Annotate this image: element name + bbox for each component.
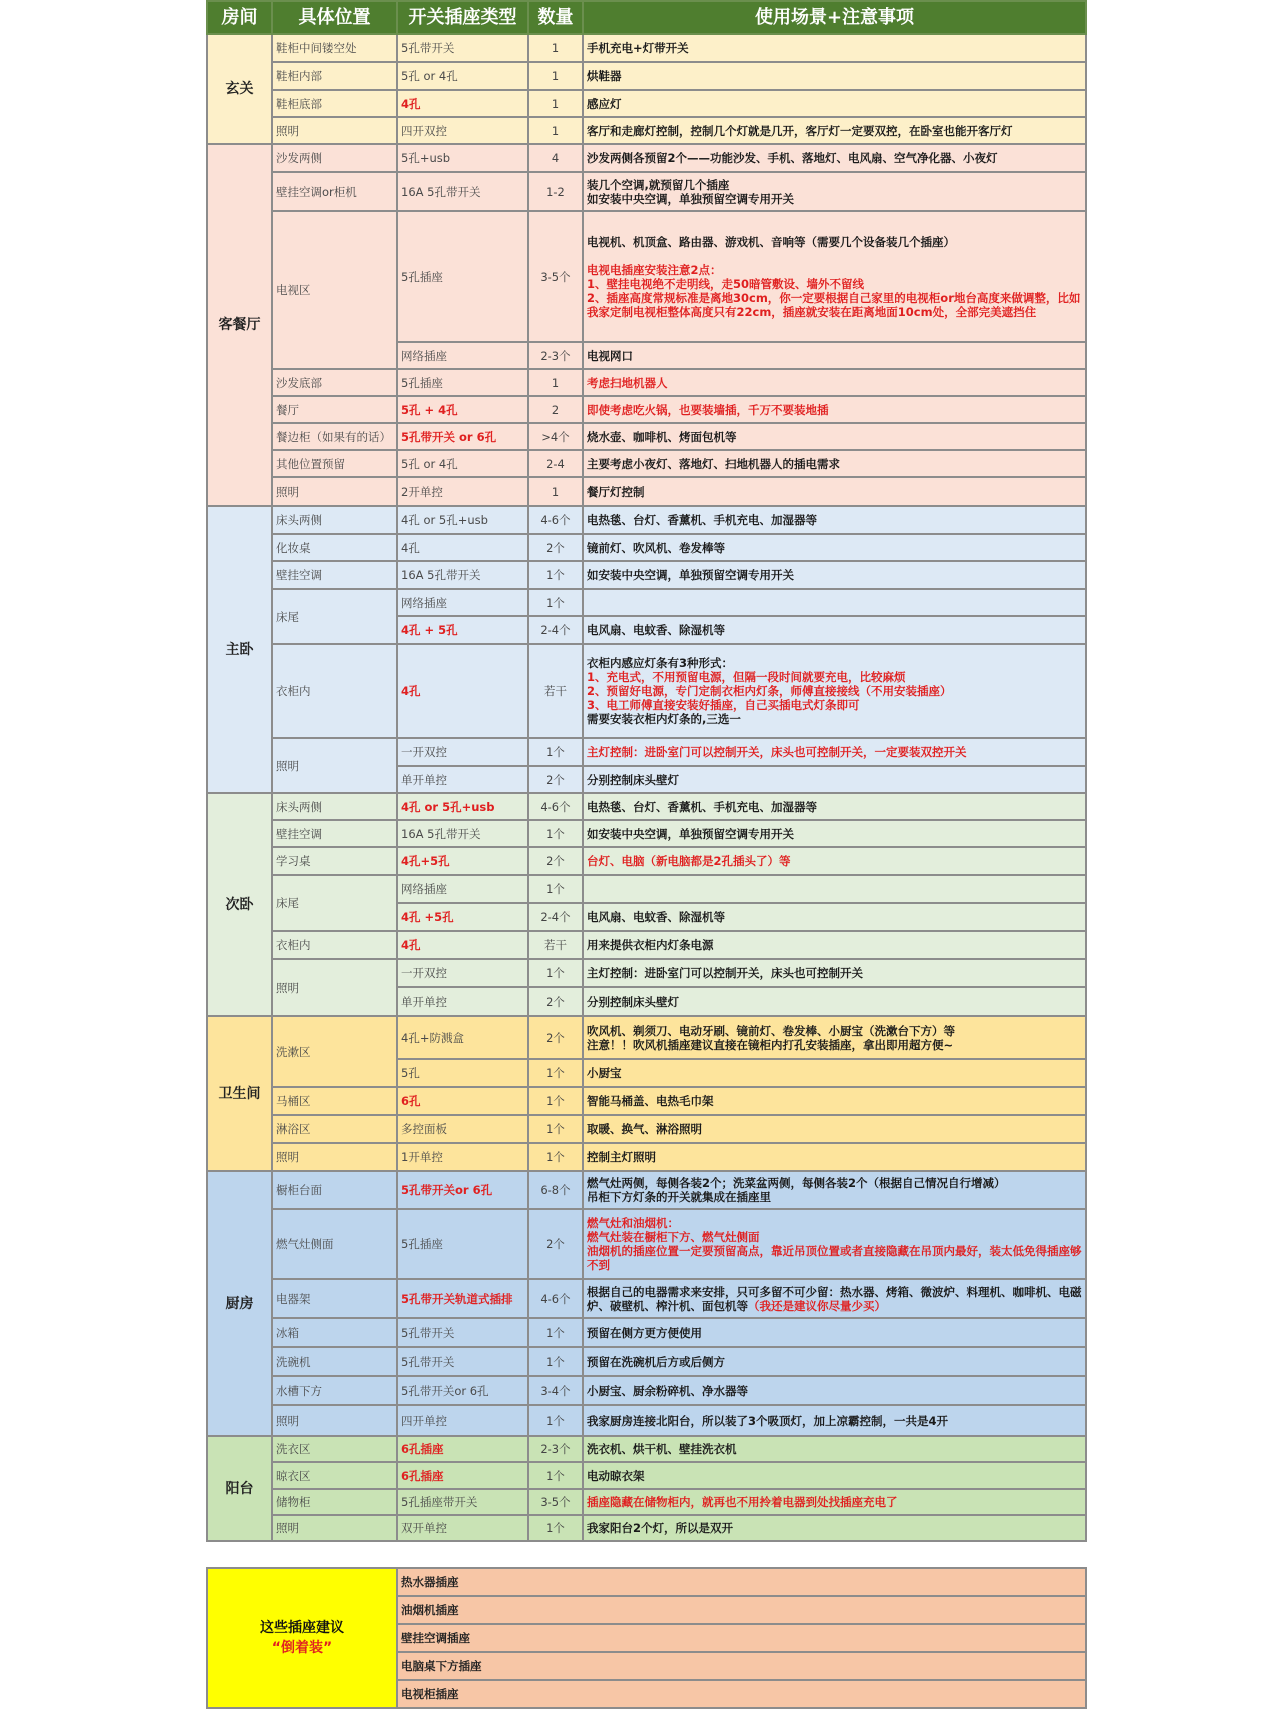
location-cell: 衣柜内 — [272, 931, 397, 959]
quantity-cell: 1个 — [528, 589, 583, 616]
quantity-cell: >4个 — [528, 423, 583, 450]
note-text: 主灯控制：进卧室门可以控制开关，床头也可控制开关 — [587, 966, 863, 980]
socket-type-cell: 网络插座 — [397, 589, 528, 616]
quantity-cell: 1个 — [528, 1515, 583, 1541]
notes-cell — [583, 396, 1086, 423]
table-row — [207, 793, 1086, 820]
socket-type-cell: 4孔 — [397, 644, 528, 738]
location-cell: 鞋柜底部 — [272, 90, 397, 117]
socket-type-cell: 4孔 — [397, 931, 528, 959]
quantity-cell: 2个 — [528, 534, 583, 561]
table-row — [207, 959, 1086, 987]
notes-cell — [583, 1347, 1086, 1376]
socket-type-cell: 四开单控 — [397, 1405, 528, 1436]
note-text: 电视机、机顶盒、路由器、游戏机、音响等（需要几个设备装几个插座） — [587, 234, 955, 249]
note-text: 餐厅灯控制 — [587, 484, 645, 499]
table-row — [207, 1087, 1086, 1115]
socket-type-cell: 4孔+防溅盒 — [397, 1016, 528, 1059]
note-text: 电风扇、电蚊香、除湿机等 — [587, 623, 725, 637]
note-text: 预留在洗碗机后方或后侧方 — [587, 1354, 725, 1369]
note-text: 吊柜下方灯条的开关就集成在插座里 — [587, 1190, 771, 1204]
note-text: 用来提供衣柜内灯条电源 — [587, 938, 714, 952]
spacer-row — [207, 1541, 1086, 1568]
socket-type-cell: 4孔 + 5孔 — [397, 616, 528, 644]
notes-cell — [583, 847, 1086, 875]
quantity-cell: 1个 — [528, 1405, 583, 1436]
quantity-cell: 1个 — [528, 1115, 583, 1143]
location-cell: 其他位置预留 — [272, 450, 397, 477]
socket-type-cell: 5孔带开关 — [397, 1318, 528, 1347]
note-text: 烧水壶、咖啡机、烤面包机等 — [587, 429, 737, 444]
location-cell: 壁挂空调 — [272, 820, 397, 847]
table-row — [207, 589, 1086, 616]
socket-type-cell: 一开双控 — [397, 959, 528, 987]
notes-cell — [583, 875, 1086, 903]
table-row — [207, 1515, 1086, 1541]
notes-cell — [583, 903, 1086, 931]
quantity-cell: 4-6个 — [528, 793, 583, 820]
advice-label-line1: 这些插座建议 — [260, 1620, 344, 1636]
note-text: 手机充电+灯带开关 — [587, 41, 689, 55]
quantity-cell: 4-6个 — [528, 506, 583, 534]
note-text: 考虑扫地机器人 — [587, 375, 668, 390]
note-text: 油烟机的插座位置一定要预留高点，靠近吊顶位置或者直接隐藏在吊顶内最好，装太低免得插座够不到 — [587, 1244, 1082, 1272]
quantity-cell: 4 — [528, 144, 583, 172]
socket-type-cell: 4孔 — [397, 90, 528, 117]
location-cell: 洗衣区 — [272, 1436, 397, 1462]
room-name-cell: 次卧 — [207, 793, 272, 1016]
notes-cell — [583, 1376, 1086, 1405]
note-text: 客厅和走廊灯控制，控制几个灯就是几开，客厅灯一定要双控，在卧室也能开客厅灯 — [587, 123, 1013, 138]
socket-type-cell: 5孔 or 4孔 — [397, 62, 528, 90]
socket-type-cell: 5孔带开关轨道式插排 — [397, 1279, 528, 1318]
socket-planning-table — [206, 0, 1087, 1709]
table-row — [207, 1171, 1086, 1209]
location-cell: 床头两侧 — [272, 793, 397, 820]
location-cell: 沙发底部 — [272, 369, 397, 396]
table-row — [207, 1347, 1086, 1376]
notes-cell — [583, 1115, 1086, 1143]
quantity-cell: 2-4个 — [528, 616, 583, 644]
quantity-cell: 1个 — [528, 959, 583, 987]
socket-type-cell: 单开单控 — [397, 766, 528, 793]
quantity-cell: 1个 — [528, 1143, 583, 1171]
advice-label-line2: “倒着装” — [271, 1640, 333, 1656]
location-cell: 照明 — [272, 117, 397, 144]
location-cell: 储物柜 — [272, 1489, 397, 1515]
table-header-row — [207, 1, 1086, 34]
location-cell: 燃气灶侧面 — [272, 1209, 397, 1279]
notes-cell — [583, 1436, 1086, 1462]
note-text: 电动晾衣架 — [587, 1468, 645, 1483]
location-cell: 照明 — [272, 1515, 397, 1541]
notes-cell — [583, 62, 1086, 90]
table-row — [207, 144, 1086, 172]
table-row — [207, 875, 1086, 903]
notes-cell — [583, 144, 1086, 172]
quantity-cell: 2 — [528, 396, 583, 423]
table-row — [207, 1318, 1086, 1347]
socket-type-cell: 5孔 — [397, 1059, 528, 1087]
location-cell: 衣柜内 — [272, 644, 397, 738]
header-notes: 使用场景+注意事项 — [583, 1, 1086, 34]
notes-cell — [583, 477, 1086, 506]
quantity-cell: 2-3个 — [528, 1436, 583, 1462]
location-cell: 橱柜台面 — [272, 1171, 397, 1209]
quantity-cell: 1个 — [528, 738, 583, 766]
notes-cell — [583, 738, 1086, 766]
notes-cell — [583, 117, 1086, 144]
room-name-cell: 玄关 — [207, 34, 272, 144]
advice-item: 电脑桌下方插座 — [397, 1652, 1086, 1680]
notes-cell — [583, 1279, 1086, 1318]
notes-cell — [583, 1171, 1086, 1209]
notes-cell — [583, 172, 1086, 211]
location-cell: 床尾 — [272, 589, 397, 644]
socket-type-cell: 6孔插座 — [397, 1436, 528, 1462]
location-cell: 壁挂空调or柜机 — [272, 172, 397, 211]
note-text: 主灯控制：进卧室门可以控制开关，床头也可控制开关，一定要装双控开关 — [587, 745, 967, 759]
notes-cell — [583, 211, 1086, 342]
socket-type-cell: 5孔带开关 or 6孔 — [397, 423, 528, 450]
notes-cell — [583, 1059, 1086, 1087]
socket-type-cell: 5孔+usb — [397, 144, 528, 172]
socket-type-cell: 2开单控 — [397, 477, 528, 506]
note-text: 燃气灶和油烟机： — [587, 1216, 679, 1230]
spacer-cell — [207, 1541, 1086, 1568]
socket-type-cell: 网络插座 — [397, 875, 528, 903]
notes-cell — [583, 450, 1086, 477]
socket-type-cell: 16A 5孔带开关 — [397, 820, 528, 847]
socket-type-cell: 5孔插座 — [397, 1209, 528, 1279]
location-cell: 照明 — [272, 477, 397, 506]
table-row — [207, 423, 1086, 450]
note-text: 分别控制床头壁灯 — [587, 994, 679, 1009]
note-text: 智能马桶盖、电热毛巾架 — [587, 1094, 714, 1108]
note-text: 2、插座高度常规标准是离地30cm，你一定要根据自己家里的电视柜or地台高度来做调整，比如我家定制电视柜整体高度只有22cm，插座就安装在距离地面10cm处，全部完美遮挡住 — [587, 290, 1081, 319]
location-cell: 化妆桌 — [272, 534, 397, 561]
location-cell: 鞋柜中间镂空处 — [272, 34, 397, 62]
notes-cell — [583, 1143, 1086, 1171]
notes-cell — [583, 589, 1086, 616]
table-row — [207, 1462, 1086, 1489]
quantity-cell: 4-6个 — [528, 1279, 583, 1318]
note-text: 燃气灶两侧，每侧各装2个；洗菜盆两侧，每侧各装2个（根据自己情况自行增减） — [587, 1176, 1006, 1190]
advice-label-cell — [207, 1568, 397, 1708]
location-cell: 学习桌 — [272, 847, 397, 875]
socket-type-cell: 4孔 +5孔 — [397, 903, 528, 931]
note-text: 电热毯、台灯、香薰机、手机充电、加湿器等 — [587, 799, 817, 814]
notes-cell — [583, 931, 1086, 959]
quantity-cell: 3-5个 — [528, 1489, 583, 1515]
socket-type-cell: 网络插座 — [397, 342, 528, 369]
notes-cell — [583, 423, 1086, 450]
quantity-cell: 1-2 — [528, 172, 583, 211]
table-row — [207, 931, 1086, 959]
note-text: 注意！！吹风机插座建议直接在镜柜内打孔安装插座，拿出即用超方便~ — [587, 1037, 954, 1052]
note-text: 电热毯、台灯、香薰机、手机充电、加湿器等 — [587, 513, 817, 527]
notes-cell — [583, 987, 1086, 1016]
notes-cell — [583, 34, 1086, 62]
quantity-cell: 3-5个 — [528, 211, 583, 342]
notes-cell — [583, 369, 1086, 396]
notes-cell — [583, 644, 1086, 738]
socket-type-cell: 5孔插座 — [397, 369, 528, 396]
advice-row — [207, 1568, 1086, 1596]
table-row — [207, 117, 1086, 144]
location-cell: 洗漱区 — [272, 1016, 397, 1087]
table-row — [207, 738, 1086, 766]
notes-cell — [583, 1318, 1086, 1347]
note-text: 分别控制床头壁灯 — [587, 772, 679, 787]
notes-cell — [583, 793, 1086, 820]
notes-cell — [583, 766, 1086, 793]
notes-cell — [583, 506, 1086, 534]
socket-type-cell: 5孔带开关 — [397, 34, 528, 62]
note-text: 小厨宝、厨余粉碎机、净水器等 — [587, 1383, 748, 1398]
socket-type-cell: 双开单控 — [397, 1515, 528, 1541]
room-name-cell: 厨房 — [207, 1171, 272, 1436]
quantity-cell: 2-4个 — [528, 903, 583, 931]
location-cell: 淋浴区 — [272, 1115, 397, 1143]
notes-cell — [583, 820, 1086, 847]
notes-cell — [583, 534, 1086, 561]
notes-cell — [583, 1462, 1086, 1489]
notes-cell — [583, 1405, 1086, 1436]
header-qty: 数量 — [528, 1, 583, 34]
note-text: 1、壁挂电视绝不走明线，走50暗管敷设、墙外不留线 — [587, 276, 865, 291]
location-cell: 电器架 — [272, 1279, 397, 1318]
table-row — [207, 1376, 1086, 1405]
quantity-cell: 1个 — [528, 1462, 583, 1489]
quantity-cell: 3-4个 — [528, 1376, 583, 1405]
location-cell: 床头两侧 — [272, 506, 397, 534]
table-row — [207, 211, 1086, 342]
room-name-cell: 主卧 — [207, 506, 272, 793]
advice-item: 油烟机插座 — [397, 1596, 1086, 1624]
table-row — [207, 820, 1086, 847]
table-row — [207, 1489, 1086, 1515]
notes-cell — [583, 1209, 1086, 1279]
quantity-cell: 2个 — [528, 1016, 583, 1059]
note-text: 吹风机、剃须刀、电动牙刷、镜前灯、卷发棒、小厨宝（洗漱台下方）等 — [587, 1023, 955, 1038]
socket-type-cell: 多控面板 — [397, 1115, 528, 1143]
table-row — [207, 1016, 1086, 1059]
socket-type-cell: 4孔 — [397, 534, 528, 561]
quantity-cell: 1个 — [528, 1059, 583, 1087]
socket-type-cell: 一开双控 — [397, 738, 528, 766]
note-text: 2、预留好电源，专门定制衣柜内灯条，师傅直接接线（不用安装插座） — [587, 684, 952, 698]
socket-type-cell: 5孔带开关 — [397, 1347, 528, 1376]
notes-cell — [583, 1515, 1086, 1541]
quantity-cell: 1 — [528, 62, 583, 90]
table-row — [207, 1209, 1086, 1279]
table-row — [207, 561, 1086, 589]
table-row — [207, 1115, 1086, 1143]
notes-cell — [583, 90, 1086, 117]
note-text: 镜前灯、吹风机、卷发棒等 — [587, 540, 725, 555]
note-text: 取暖、换气、淋浴照明 — [587, 1122, 702, 1136]
table-row — [207, 1436, 1086, 1462]
table-row — [207, 90, 1086, 117]
socket-type-cell: 4孔+5孔 — [397, 847, 528, 875]
note-text: 感应灯 — [587, 96, 622, 111]
quantity-cell: 若干 — [528, 644, 583, 738]
note-text: 插座隐藏在储物柜内，就再也不用拎着电器到处找插座充电了 — [587, 1495, 898, 1509]
quantity-cell: 1 — [528, 117, 583, 144]
advice-item: 电视柜插座 — [397, 1680, 1086, 1708]
quantity-cell: 2-3个 — [528, 342, 583, 369]
note-text: 我家阳台2个灯，所以是双开 — [587, 1521, 734, 1535]
note-text: 电视网口 — [587, 348, 633, 363]
location-cell: 洗碗机 — [272, 1347, 397, 1376]
socket-type-cell: 5孔 or 4孔 — [397, 450, 528, 477]
header-location: 具体位置 — [272, 1, 397, 34]
location-cell: 电视区 — [272, 211, 397, 369]
note-text: 电风扇、电蚊香、除湿机等 — [587, 910, 725, 924]
quantity-cell: 1 — [528, 34, 583, 62]
table-row — [207, 450, 1086, 477]
room-name-cell: 阳台 — [207, 1436, 272, 1541]
note-text: 小厨宝 — [587, 1066, 622, 1080]
header-type: 开关插座类型 — [397, 1, 528, 34]
note-text: 燃气灶装在橱柜下方、燃气灶侧面 — [587, 1230, 760, 1244]
table-row — [207, 34, 1086, 62]
notes-cell — [583, 959, 1086, 987]
note-text: 烘鞋器 — [587, 69, 622, 83]
socket-type-cell: 5孔 + 4孔 — [397, 396, 528, 423]
table-row — [207, 847, 1086, 875]
table-row — [207, 172, 1086, 211]
table-row — [207, 477, 1086, 506]
quantity-cell: 2个 — [528, 987, 583, 1016]
notes-cell — [583, 1016, 1086, 1059]
location-cell: 餐厅 — [272, 396, 397, 423]
note-text: 主要考虑小夜灯、落地灯、扫地机器人的插电需求 — [587, 456, 840, 471]
socket-type-cell: 6孔 — [397, 1087, 528, 1115]
socket-type-cell: 5孔插座带开关 — [397, 1489, 528, 1515]
socket-type-cell: 5孔插座 — [397, 211, 528, 342]
socket-type-cell: 5孔带开关or 6孔 — [397, 1171, 528, 1209]
location-cell: 床尾 — [272, 875, 397, 931]
table-row — [207, 534, 1086, 561]
location-cell: 壁挂空调 — [272, 561, 397, 589]
quantity-cell: 1个 — [528, 1087, 583, 1115]
socket-type-cell: 四开双控 — [397, 117, 528, 144]
note-text: 如安装中央空调，单独预留空调专用开关 — [587, 191, 794, 206]
location-cell: 冰箱 — [272, 1318, 397, 1347]
header-room: 房间 — [207, 1, 272, 34]
location-cell: 沙发两侧 — [272, 144, 397, 172]
quantity-cell: 1 — [528, 477, 583, 506]
note-text: 即使考虑吃火锅，也要装墙插，千万不要装地插 — [587, 402, 829, 417]
table-row — [207, 1279, 1086, 1318]
socket-type-cell: 4孔 or 5孔+usb — [397, 793, 528, 820]
quantity-cell: 1个 — [528, 1318, 583, 1347]
quantity-cell: 6-8个 — [528, 1171, 583, 1209]
note-text: 1、充电式，不用预留电源，但隔一段时间就要充电，比较麻烦 — [587, 670, 906, 684]
socket-type-cell: 16A 5孔带开关 — [397, 561, 528, 589]
table-row — [207, 1405, 1086, 1436]
table-row — [207, 62, 1086, 90]
quantity-cell: 1 — [528, 369, 583, 396]
location-cell: 照明 — [272, 959, 397, 1016]
table-row — [207, 644, 1086, 738]
table-row — [207, 506, 1086, 534]
quantity-cell: 1 — [528, 90, 583, 117]
socket-type-cell: 单开单控 — [397, 987, 528, 1016]
socket-type-cell: 5孔带开关or 6孔 — [397, 1376, 528, 1405]
note-text: 台灯、电脑（新电脑都是2孔插头了）等 — [587, 854, 791, 868]
note-text: 3、电工师傅直接安装好插座，自己买插电式灯条即可 — [587, 698, 860, 712]
note-text: 如安装中央空调，单独预留空调专用开关 — [587, 568, 794, 582]
table-row — [207, 369, 1086, 396]
note-text: 电视电插座安装注意2点： — [587, 262, 722, 277]
quantity-cell: 1个 — [528, 820, 583, 847]
quantity-cell: 1个 — [528, 875, 583, 903]
quantity-cell: 1个 — [528, 561, 583, 589]
notes-cell — [583, 616, 1086, 644]
quantity-cell: 若干 — [528, 931, 583, 959]
socket-type-cell: 16A 5孔带开关 — [397, 172, 528, 211]
location-cell: 水槽下方 — [272, 1376, 397, 1405]
notes-cell — [583, 342, 1086, 369]
table-row — [207, 1143, 1086, 1171]
note-text: 需要安装衣柜内灯条的,三选一 — [587, 712, 741, 726]
notes-cell — [583, 1489, 1086, 1515]
note-text: 沙发两侧各预留2个——功能沙发、手机、落地灯、电风扇、空气净化器、小夜灯 — [587, 151, 998, 165]
note-text: （我还是建议你尽量少买） — [748, 1298, 886, 1313]
note-text: 预留在侧方更方便使用 — [587, 1325, 702, 1340]
location-cell: 照明 — [272, 1405, 397, 1436]
quantity-cell: 2个 — [528, 1209, 583, 1279]
socket-type-cell: 1开单控 — [397, 1143, 528, 1171]
location-cell: 照明 — [272, 738, 397, 793]
socket-type-cell: 6孔插座 — [397, 1462, 528, 1489]
location-cell: 鞋柜内部 — [272, 62, 397, 90]
note-text: 如安装中央空调，单独预留空调专用开关 — [587, 826, 794, 841]
quantity-cell: 2个 — [528, 847, 583, 875]
location-cell: 晾衣区 — [272, 1462, 397, 1489]
table-row — [207, 396, 1086, 423]
quantity-cell: 1个 — [528, 1347, 583, 1376]
quantity-cell: 2-4 — [528, 450, 583, 477]
notes-cell — [583, 561, 1086, 589]
room-name-cell: 卫生间 — [207, 1016, 272, 1171]
socket-type-cell: 4孔 or 5孔+usb — [397, 506, 528, 534]
advice-item: 热水器插座 — [397, 1568, 1086, 1596]
location-cell: 餐边柜（如果有的话） — [272, 423, 397, 450]
note-text: 洗衣机、烘干机、壁挂洗衣机 — [587, 1442, 737, 1456]
quantity-cell: 2个 — [528, 766, 583, 793]
room-name-cell: 客餐厅 — [207, 144, 272, 506]
socket-planning-table-container — [206, 0, 1085, 1709]
note-text: 根据自己的电器需求来安排，只可多留不可少留：热水器、烤箱、微波炉、料理机、咖啡机、电磁炉、破壁机、榨汁机、面包机等 — [587, 1284, 1082, 1313]
location-cell: 马桶区 — [272, 1087, 397, 1115]
note-text: 我家厨房连接北阳台，所以装了3个吸顶灯，加上凉霸控制，一共是4开 — [587, 1413, 948, 1428]
location-cell: 照明 — [272, 1143, 397, 1171]
advice-item: 壁挂空调插座 — [397, 1624, 1086, 1652]
note-text: 装几个空调,就预留几个插座 — [587, 177, 730, 192]
notes-cell — [583, 1087, 1086, 1115]
note-text: 衣柜内感应灯条有3种形式： — [587, 656, 734, 670]
note-text: 控制主灯照明 — [587, 1150, 656, 1164]
